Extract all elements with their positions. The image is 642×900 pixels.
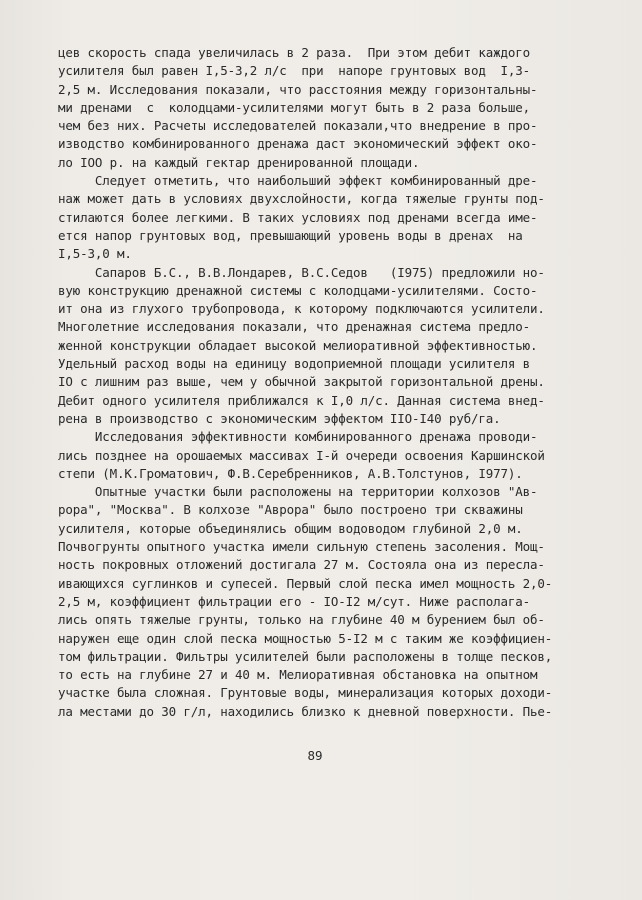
- text-line-23: лись позднее на орошаемых массивах I-й очереди освоения Каршинской: [58, 447, 545, 463]
- text-line-33: наружен еще один слой песка мощностью 5-I2 м с таким же коэффициен-: [58, 630, 553, 646]
- page-number: 89: [307, 748, 323, 763]
- text-line-10: стилаются более легкими. В таких условиях под дренами всегда име-: [58, 209, 538, 225]
- text-line-22: Исследования эффективности комбинированного дренажа проводи-: [58, 429, 538, 445]
- body-text: [58, 44, 578, 721]
- text-line-6: изводство комбинированного дренажа даст экономический эффект око-: [58, 136, 538, 152]
- text-line-28: Почвогрунты опытного участка имели сильную степень засоления. Мощ-: [58, 539, 545, 555]
- text-line-1: цев скорость спада увеличилась в 2 раза. При этом дебит каждого: [58, 45, 531, 60]
- text-line-4: ми дренами с колодцами-усилителями могут быть в 2 раза больше,: [58, 99, 531, 115]
- text-line-13: Сапаров Б.С., В.В.Лондарев, В.С.Седов (I975) предложили но-: [58, 264, 545, 280]
- text-line-36: участке была сложная. Грунтовые воды, минерализация которых доходи-: [58, 685, 553, 701]
- text-line-29: ность покровных отложений достигала 27 м. Состояла она из пересла-: [58, 557, 545, 573]
- text-line-19: IO с лишним раз выше, чем у обычной закрытой горизонтальной дрены.: [58, 374, 545, 390]
- text-line-15: ит она из глухого трубопровода, к которому подключаются усилители.: [58, 301, 545, 317]
- text-line-25: Опытные участки были расположены на территории колхозов "Ав-: [58, 484, 538, 500]
- text-line-30: ивающихся суглинков и супесей. Первый слой песка имел мощность 2,0-: [58, 575, 553, 591]
- text-line-12: I,5-3,0 м.: [58, 246, 132, 262]
- text-line-20: Дебит одного усилителя приближался к I,0 л/с. Данная система внед-: [58, 392, 545, 408]
- text-line-17: женной конструкции обладает высокой мелиоративной эффективностью.: [58, 337, 538, 353]
- text-line-37: ла местами до 30 г/л, находились близко к дневной поверхности. Пье-: [58, 703, 553, 719]
- text-line-32: лись опять тяжелые грунты, только на глубине 40 м бурением был об-: [58, 612, 545, 628]
- text-line-5: чем без них. Расчеты исследователей показали,что внедрение в про-: [58, 118, 538, 134]
- text-line-11: ется напор грунтовых вод, превышающий уровень воды в дренах на: [58, 227, 523, 243]
- text-line-16: Многолетние исследования показали, что дренажная система предло-: [58, 319, 531, 335]
- text-line-35: то есть на глубине 27 и 40 м. Мелиоративная обстановка на опытном: [58, 667, 538, 683]
- text-line-7: ло IOO р. на каждый гектар дренированной площади.: [58, 154, 420, 170]
- text-line-2: усилителя был равен I,5-3,2 л/с при напоре грунтовых вод I,3-: [58, 63, 531, 79]
- text-line-31: 2,5 м, коэффициент фильтрации его - IO-I2 м/сут. Ниже располага-: [58, 593, 531, 609]
- text-line-24: степи (М.К.Громатович, Ф.В.Серебренников, А.В.Толстунов, I977).: [58, 465, 523, 481]
- text-line-14: вую конструкцию дренажной системы с колодцами-усилителями. Состо-: [58, 282, 538, 298]
- text-line-8: Следует отметить, что наибольший эффект комбинированный дре-: [58, 173, 538, 189]
- text-line-21: рена в производство с экономическим эффектом IIO-I40 руб/га.: [58, 410, 501, 426]
- text-line-26: рора", "Москва". В колхозе "Аврора" было построено три скважины: [58, 502, 523, 518]
- text-line-9: наж может дать в условиях двухслойности, когда тяжелые грунты под-: [58, 191, 545, 207]
- text-line-18: Удельный расход воды на единицу водоприемной площади усилителя в: [58, 356, 531, 372]
- text-line-34: том фильтрации. Фильтры усилителей были расположены в толще песков,: [58, 648, 553, 664]
- text-line-3: 2,5 м. Исследования показали, что расстояния между горизонтальны-: [58, 81, 538, 97]
- text-line-27: усилителя, которые объединялись общим водоводом глубиной 2,0 м.: [58, 520, 523, 536]
